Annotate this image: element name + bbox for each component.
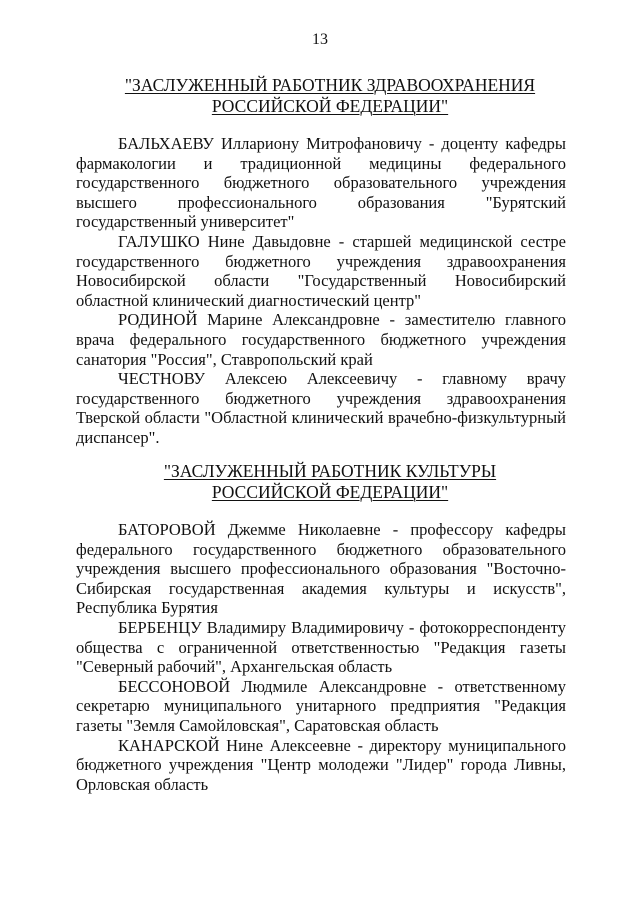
section-heading-line: РОССИЙСКОЙ ФЕДЕРАЦИИ" <box>211 96 449 116</box>
page-number: 13 <box>312 31 328 48</box>
section-heading-line: "ЗАСЛУЖЕННЫЙ РАБОТНИК ЗДРАВООХРАНЕНИЯ <box>124 75 536 95</box>
recipient-description: - профессору кафедры федерального государственного бюджетного образовательного учреждения высшего профессионального образования "Восточно-Сибирская государственная академия культуры и искусств", Республика Бурятия <box>76 520 566 618</box>
award-entry <box>76 677 566 736</box>
recipient-description: - доценту кафедры фармакологии и традиционной медицины федерального государственного бюджетного образовательного учреждения высшего профессионального образования "Бурятский государственный университет" <box>76 134 566 232</box>
award-entry <box>76 310 566 369</box>
recipient-name: РОДИНОЙ Марине Александровне <box>118 310 380 330</box>
section-heading-health <box>80 75 580 117</box>
recipient-name: ГАЛУШКО Нине Давыдовне <box>118 231 331 251</box>
recipient-name: КАНАРСКОЙ Нине Алексеевне <box>118 735 351 755</box>
award-entry <box>76 618 566 677</box>
recipient-name: БЕССОНОВОЙ Людмиле Александровне <box>118 676 427 696</box>
recipient-description: - старшей медицинской сестре государственного бюджетного учреждения здравоохранения Новосибирской области "Государственный Новосибирский областной клинический диагностический центр" <box>76 231 566 310</box>
award-entry <box>76 134 566 232</box>
award-entry <box>76 520 566 618</box>
award-entry <box>76 369 566 447</box>
recipient-description: - заместителю главного врача федерального государственного бюджетного учреждения санатория "Россия", Ставропольский край <box>76 310 567 369</box>
recipient-description: - фотокорреспонденту общества с ограниченной ответственностью "Редакция газеты "Северный рабочий", Архангельская область <box>76 617 566 677</box>
recipient-name: БЕРБЕНЦУ Владимиру Владимировичу <box>118 617 404 637</box>
recipient-description: - ответственному секретарю муниципального унитарного предприятия "Редакция газеты "Земля Самойловская", Саратовская область <box>76 676 566 735</box>
section-heading-line: "ЗАСЛУЖЕННЫЙ РАБОТНИК КУЛЬТУРЫ <box>163 461 497 481</box>
recipient-description: - главному врачу государственного бюджетного учреждения здравоохранения Тверской области "Областной клинический врачебно-физкультурный диспансер". <box>76 369 566 447</box>
recipient-description: - директору муниципального бюджетного учреждения "Центр молодежи "Лидер" города Ливны, Орловская область <box>76 735 566 794</box>
award-list-culture <box>76 520 566 794</box>
recipient-name: БАЛЬХАЕВУ Иллариону Митрофановичу <box>118 134 422 153</box>
recipient-name: БАТОРОВОЙ Джемме Николаевне <box>118 520 381 539</box>
recipient-name: ЧЕСТНОВУ Алексею Алексеевичу <box>118 369 398 389</box>
award-entry <box>76 736 566 795</box>
award-list-health <box>76 134 566 448</box>
award-entry <box>76 232 566 310</box>
section-heading-culture <box>80 461 580 503</box>
section-heading-line: РОССИЙСКОЙ ФЕДЕРАЦИИ" <box>211 482 449 502</box>
